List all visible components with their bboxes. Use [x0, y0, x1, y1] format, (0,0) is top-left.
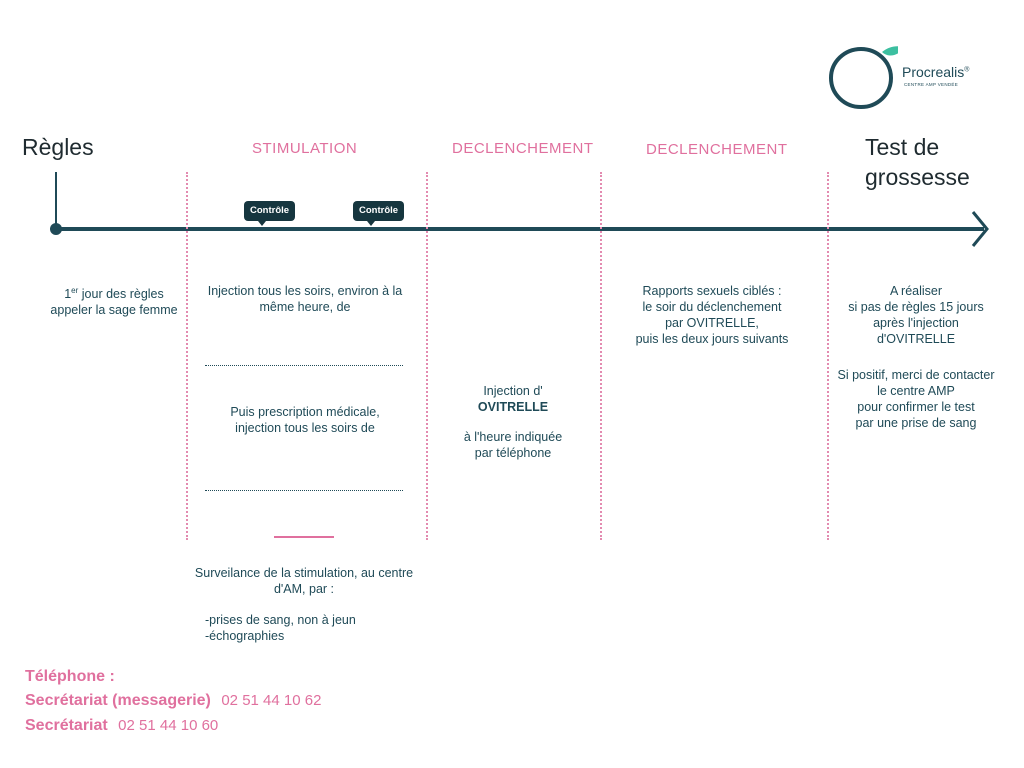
timeline-axis [56, 227, 984, 231]
timeline-arrow-icon [970, 209, 990, 249]
logo-registered: ® [964, 66, 970, 74]
header-regles: Règles [22, 134, 94, 160]
header-test-grossesse: Test de grossesse [865, 134, 970, 190]
separator-1 [186, 172, 188, 540]
col-rapports-text: Rapports sexuels ciblés : le soir du déclenchement par OVITRELLE, puis les deux jours suivants [635, 284, 789, 346]
logo-name: Procrealis [902, 64, 965, 80]
separator-3 [600, 172, 602, 540]
contact-secretariat-messagerie: Secrétariat (messagerie) 02 51 44 10 62 [25, 692, 322, 709]
procrealis-logo [828, 42, 998, 112]
logo-subtitle: CENTRE AMP VENDÉE [904, 82, 959, 87]
phone-number-messagerie[interactable]: 02 51 44 10 62 [221, 692, 322, 709]
controle-tag-1: Contrôle [244, 201, 295, 221]
contact-title: Téléphone : [25, 668, 115, 685]
separator-4 [827, 172, 829, 540]
fill-line-2 [205, 490, 403, 491]
controle-tag-2: Contrôle [353, 201, 404, 221]
col-stimulation-list: -prises de sang, non à jeun -échographies [205, 613, 356, 643]
header-declenchement-2: DECLENCHEMENT [646, 141, 788, 158]
contact-secretariat: Secrétariat 02 51 44 10 60 [25, 717, 219, 734]
col-declenchement-text: Injection d' OVITRELLE à l'heure indiquée par téléphone [463, 384, 563, 460]
logo-ring-icon [828, 42, 898, 112]
fill-line-1 [205, 365, 403, 366]
phone-number-secretariat[interactable]: 02 51 44 10 60 [118, 717, 219, 734]
pink-divider [274, 536, 334, 538]
timeline-start-tick [55, 172, 57, 229]
header-declenchement-1: DECLENCHEMENT [452, 140, 594, 157]
col-stimulation-surveillance: Surveilance de la stimulation, au centre d'AM, par : [194, 566, 414, 596]
col-stimulation-p1: Injection tous les soirs, environ à la même heure, de [207, 284, 403, 314]
col-stimulation-p2: Puis prescription médicale, injection tous les soirs de [230, 405, 380, 435]
header-stimulation: STIMULATION [252, 140, 358, 157]
col-test-text: A réaliser si pas de règles 15 jours après l'injection d'OVITRELLE Si positif, merci de contacter le centre AMP pour confirmer le test par une prise de sang [837, 284, 995, 430]
col-regles-text: 1er jour des règles appeler la sage femme [50, 286, 178, 318]
separator-2 [426, 172, 428, 540]
